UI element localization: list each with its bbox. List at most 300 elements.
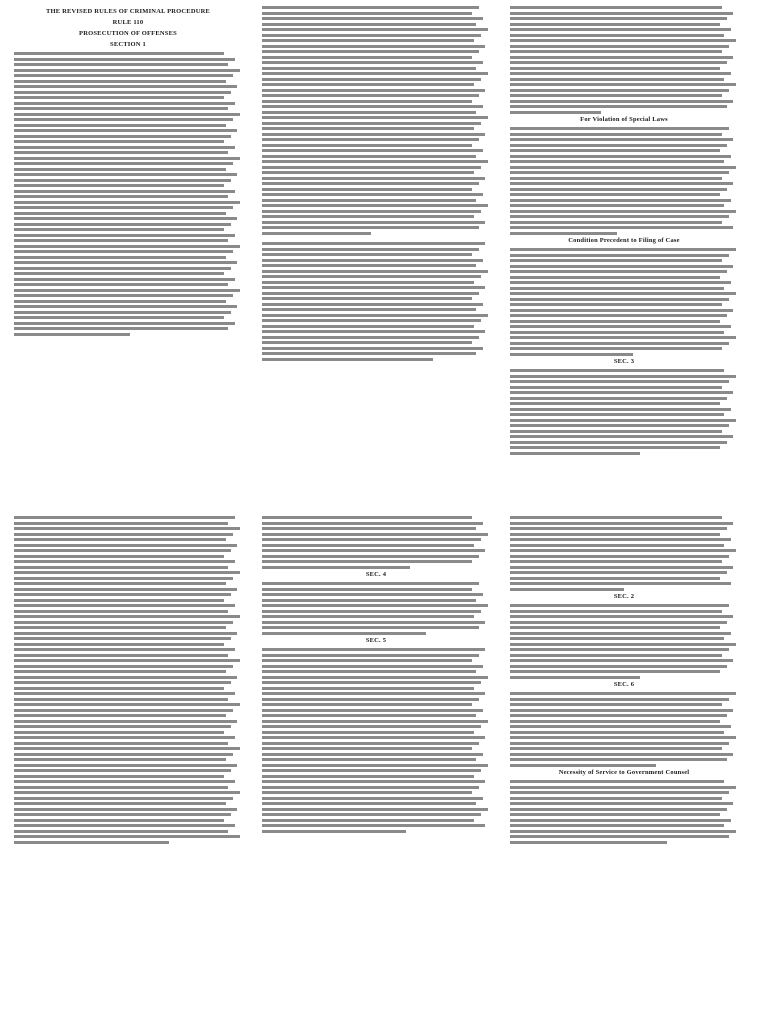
- sec-3-heading: SEC. 3: [613, 358, 635, 365]
- text-line: [510, 797, 722, 800]
- text-line: [262, 621, 485, 624]
- text-line: [510, 353, 633, 356]
- text-line: [262, 28, 488, 31]
- text-line: [262, 325, 474, 328]
- text-line: [510, 78, 724, 81]
- text-line: [14, 250, 233, 253]
- text-line: [14, 549, 231, 552]
- text-line: [510, 720, 720, 723]
- text-line: [510, 397, 727, 400]
- text-line: [14, 289, 240, 292]
- text-line: [510, 155, 731, 158]
- text-line: [510, 764, 656, 767]
- text-block: [14, 516, 242, 844]
- text-line: [14, 52, 224, 55]
- text-line: [510, 654, 722, 657]
- text-line: [262, 336, 479, 339]
- text-line: [262, 105, 483, 108]
- text-line: [262, 824, 485, 827]
- text-line: [262, 314, 488, 317]
- text-line: [14, 654, 228, 657]
- text-line: [14, 604, 235, 607]
- text-line: [14, 533, 233, 536]
- text-line: [262, 50, 479, 53]
- text-line: [510, 435, 733, 438]
- text-line: [14, 830, 228, 833]
- section-1-heading: SECTION 1: [110, 41, 146, 48]
- text-line: [262, 731, 474, 734]
- text-block: [262, 516, 490, 569]
- text-line: [510, 89, 729, 92]
- text-line: [262, 83, 474, 86]
- text-line: [262, 527, 476, 530]
- text-line: [14, 239, 228, 242]
- text-line: [262, 610, 481, 613]
- text-block: [510, 369, 738, 455]
- text-block: [262, 582, 490, 635]
- text-line: [262, 813, 481, 816]
- text-line: [262, 45, 485, 48]
- text-line: [510, 226, 733, 229]
- text-line: [262, 659, 472, 662]
- text-line: [14, 261, 237, 264]
- text-line: [14, 769, 231, 772]
- text-line: [510, 731, 724, 734]
- text-line: [14, 96, 224, 99]
- text-line: [14, 621, 233, 624]
- text-line: [510, 287, 724, 290]
- text-line: [262, 764, 488, 767]
- text-line: [262, 100, 472, 103]
- text-line: [14, 102, 235, 105]
- text-line: [510, 127, 729, 130]
- text-line: [510, 538, 731, 541]
- text-line: [14, 135, 231, 138]
- condition-precedent-heading: Condition Precedent to Filing of Case: [568, 237, 680, 244]
- text-line: [14, 283, 228, 286]
- text-line: [14, 703, 240, 706]
- text-line: [14, 791, 240, 794]
- special-laws-heading: For Violation of Special Laws: [580, 116, 668, 123]
- text-line: [14, 593, 231, 596]
- text-line: [262, 632, 426, 635]
- text-line: [14, 124, 226, 127]
- text-line: [14, 538, 226, 541]
- text-line: [510, 725, 731, 728]
- text-line: [262, 177, 485, 180]
- text-line: [510, 753, 733, 756]
- text-line: [510, 560, 722, 563]
- bottom-column-2: [262, 516, 490, 835]
- text-line: [510, 408, 731, 411]
- text-line: [262, 544, 474, 547]
- text-line: [14, 272, 224, 275]
- text-line: [262, 281, 474, 284]
- text-line: [262, 319, 481, 322]
- text-line: [510, 648, 729, 651]
- text-line: [510, 17, 727, 20]
- text-line: [262, 347, 483, 350]
- text-line: [262, 676, 488, 679]
- text-line: [262, 270, 488, 273]
- text-line: [510, 39, 736, 42]
- text-line: [262, 665, 483, 668]
- text-line: [510, 555, 729, 558]
- text-line: [510, 698, 729, 701]
- text-line: [510, 375, 736, 378]
- text-line: [262, 144, 472, 147]
- text-line: [510, 259, 722, 262]
- text-line: [262, 566, 410, 569]
- text-line: [510, 604, 729, 607]
- text-block: [262, 648, 490, 833]
- text-line: [14, 91, 231, 94]
- text-line: [262, 555, 479, 558]
- text-line: [262, 654, 479, 657]
- text-line: [14, 808, 237, 811]
- text-line: [262, 791, 472, 794]
- text-line: [262, 802, 476, 805]
- text-line: [510, 446, 720, 449]
- text-line: [262, 232, 371, 235]
- text-line: [14, 610, 228, 613]
- text-line: [262, 61, 483, 64]
- text-line: [14, 588, 237, 591]
- subject-heading: PROSECUTION OF OFFENSES: [79, 30, 177, 37]
- text-line: [14, 824, 235, 827]
- text-line: [262, 248, 479, 251]
- text-line: [14, 747, 240, 750]
- text-line: [262, 736, 485, 739]
- text-line: [262, 210, 481, 213]
- text-line: [14, 162, 233, 165]
- text-line: [510, 221, 722, 224]
- text-line: [510, 786, 736, 789]
- text-line: [510, 676, 640, 679]
- text-line: [14, 676, 237, 679]
- text-line: [510, 369, 724, 372]
- text-line: [262, 182, 479, 185]
- text-line: [510, 61, 727, 64]
- text-line: [262, 155, 476, 158]
- text-line: [14, 714, 226, 717]
- text-line: [510, 83, 736, 86]
- text-line: [510, 188, 727, 191]
- text-block: [510, 516, 738, 591]
- text-line: [262, 615, 474, 618]
- text-line: [14, 201, 240, 204]
- text-line: [14, 223, 231, 226]
- text-line: [14, 670, 226, 673]
- text-line: [14, 802, 226, 805]
- text-line: [510, 835, 729, 838]
- text-line: [14, 643, 224, 646]
- text-line: [14, 190, 235, 193]
- text-line: [14, 245, 240, 248]
- top-column-3: [510, 6, 738, 457]
- text-line: [510, 566, 733, 569]
- text-line: [14, 731, 224, 734]
- text-line: [262, 226, 479, 229]
- text-line: [14, 333, 130, 336]
- text-line: [262, 6, 479, 9]
- text-line: [262, 703, 472, 706]
- text-line: [510, 138, 733, 141]
- text-line: [510, 111, 601, 114]
- text-line: [14, 813, 231, 816]
- text-line: [510, 171, 729, 174]
- text-line: [510, 714, 727, 717]
- text-line: [510, 215, 729, 218]
- bottom-column-3: [510, 516, 738, 846]
- text-line: [14, 217, 237, 220]
- text-line: [510, 626, 720, 629]
- text-line: [262, 221, 485, 224]
- text-line: [262, 330, 485, 333]
- text-line: [14, 659, 240, 662]
- text-line: [510, 780, 724, 783]
- text-line: [262, 516, 472, 519]
- text-line: [510, 533, 720, 536]
- text-line: [262, 199, 476, 202]
- text-line: [14, 764, 237, 767]
- text-block: [262, 242, 490, 361]
- text-line: [510, 516, 722, 519]
- text-line: [262, 253, 472, 256]
- sec-2-heading: SEC. 2: [613, 593, 635, 600]
- text-line: [14, 129, 237, 132]
- text-line: [14, 327, 228, 330]
- text-line: [510, 193, 720, 196]
- text-line: [510, 28, 731, 31]
- text-line: [14, 566, 228, 569]
- text-line: [262, 714, 476, 717]
- text-line: [510, 527, 727, 530]
- text-line: [14, 267, 231, 270]
- text-line: [510, 56, 733, 59]
- text-line: [262, 72, 488, 75]
- text-line: [510, 544, 724, 547]
- text-line: [262, 275, 481, 278]
- rules-title: THE REVISED RULES OF CRIMINAL PROCEDURE: [45, 8, 211, 15]
- text-line: [510, 808, 727, 811]
- text-line: [262, 138, 479, 141]
- text-line: [510, 303, 722, 306]
- text-line: [262, 166, 481, 169]
- text-line: [14, 516, 235, 519]
- text-line: [262, 193, 483, 196]
- text-line: [262, 720, 488, 723]
- text-line: [262, 78, 481, 81]
- text-line: [510, 204, 724, 207]
- text-line: [510, 643, 736, 646]
- text-line: [262, 34, 481, 37]
- text-line: [262, 769, 481, 772]
- text-line: [510, 588, 624, 591]
- text-line: [262, 582, 479, 585]
- text-line: [262, 725, 481, 728]
- text-block: [510, 6, 738, 114]
- text-line: [14, 841, 169, 844]
- text-line: [510, 160, 724, 163]
- text-line: [510, 791, 729, 794]
- text-line: [14, 107, 228, 110]
- text-line: [262, 56, 472, 59]
- text-line: [262, 264, 476, 267]
- text-line: [14, 571, 240, 574]
- text-line: [14, 736, 235, 739]
- text-block: [14, 52, 242, 336]
- text-line: [14, 69, 240, 72]
- text-line: [14, 632, 237, 635]
- text-line: [510, 314, 727, 317]
- text-line: [262, 687, 474, 690]
- text-line: [14, 544, 237, 547]
- text-line: [262, 39, 474, 42]
- text-line: [262, 171, 474, 174]
- text-line: [510, 709, 733, 712]
- text-line: [510, 659, 733, 662]
- text-line: [510, 94, 722, 97]
- text-line: [262, 286, 485, 289]
- text-line: [262, 242, 485, 245]
- text-line: [510, 100, 733, 103]
- text-line: [510, 50, 722, 53]
- text-line: [14, 80, 226, 83]
- text-line: [262, 709, 483, 712]
- text-line: [510, 665, 727, 668]
- text-line: [14, 560, 235, 563]
- text-line: [14, 637, 231, 640]
- text-line: [14, 797, 233, 800]
- text-line: [14, 184, 224, 187]
- text-line: [510, 276, 720, 279]
- text-line: [262, 742, 479, 745]
- text-line: [510, 133, 722, 136]
- text-line: [510, 819, 731, 822]
- text-line: [14, 305, 237, 308]
- text-line: [510, 571, 727, 574]
- sec-6-heading: SEC. 6: [613, 681, 635, 688]
- text-line: [14, 294, 233, 297]
- text-line: [510, 270, 727, 273]
- sec-5-heading: SEC. 5: [365, 637, 387, 644]
- text-line: [14, 113, 240, 116]
- text-line: [14, 698, 228, 701]
- sec-4-heading: SEC. 4: [365, 571, 387, 578]
- text-line: [510, 177, 722, 180]
- text-line: [510, 424, 729, 427]
- text-line: [510, 72, 731, 75]
- text-line: [14, 835, 240, 838]
- text-line: [510, 402, 720, 405]
- text-line: [262, 593, 483, 596]
- text-line: [262, 681, 481, 684]
- text-line: [14, 615, 240, 618]
- text-line: [262, 111, 476, 114]
- text-line: [14, 228, 224, 231]
- text-line: [510, 386, 722, 389]
- text-block: [510, 780, 738, 844]
- text-line: [262, 303, 483, 306]
- text-line: [510, 577, 720, 580]
- text-line: [510, 632, 731, 635]
- text-line: [262, 133, 485, 136]
- text-line: [262, 599, 476, 602]
- text-line: [262, 698, 479, 701]
- text-line: [510, 430, 722, 433]
- text-line: [14, 577, 233, 580]
- text-line: [14, 753, 233, 756]
- text-line: [14, 234, 235, 237]
- text-line: [14, 665, 233, 668]
- text-line: [510, 813, 720, 816]
- text-line: [510, 331, 724, 334]
- text-block: [510, 248, 738, 356]
- text-line: [262, 797, 483, 800]
- text-line: [510, 105, 727, 108]
- text-line: [510, 452, 640, 455]
- text-line: [262, 188, 472, 191]
- text-line: [262, 758, 476, 761]
- text-line: [510, 830, 736, 833]
- text-line: [14, 527, 240, 530]
- text-line: [510, 325, 731, 328]
- text-line: [510, 610, 722, 613]
- text-line: [14, 555, 224, 558]
- text-line: [262, 149, 483, 152]
- text-line: [262, 626, 479, 629]
- text-line: [262, 127, 474, 130]
- text-line: [14, 256, 226, 259]
- text-line: [510, 336, 736, 339]
- text-line: [262, 122, 481, 125]
- text-line: [14, 786, 228, 789]
- text-line: [14, 195, 228, 198]
- text-line: [14, 74, 233, 77]
- text-line: [510, 692, 736, 695]
- text-line: [14, 146, 235, 149]
- text-line: [510, 742, 729, 745]
- text-line: [510, 12, 733, 15]
- text-line: [262, 780, 485, 783]
- text-line: [262, 292, 479, 295]
- text-line: [14, 311, 231, 314]
- text-line: [14, 709, 233, 712]
- text-line: [262, 808, 488, 811]
- text-line: [14, 322, 235, 325]
- text-line: [262, 538, 481, 541]
- text-line: [262, 160, 488, 163]
- text-line: [14, 681, 231, 684]
- text-line: [510, 298, 729, 301]
- text-line: [510, 419, 736, 422]
- text-line: [510, 347, 722, 350]
- text-line: [14, 206, 233, 209]
- text-line: [510, 391, 733, 394]
- text-line: [14, 725, 231, 728]
- top-column-2: [262, 6, 490, 363]
- text-line: [262, 604, 488, 607]
- text-line: [262, 560, 472, 563]
- text-line: [510, 320, 720, 323]
- text-line: [510, 380, 729, 383]
- text-line: [14, 85, 237, 88]
- text-line: [14, 168, 226, 171]
- text-line: [14, 687, 224, 690]
- text-line: [14, 58, 235, 61]
- text-line: [262, 352, 476, 355]
